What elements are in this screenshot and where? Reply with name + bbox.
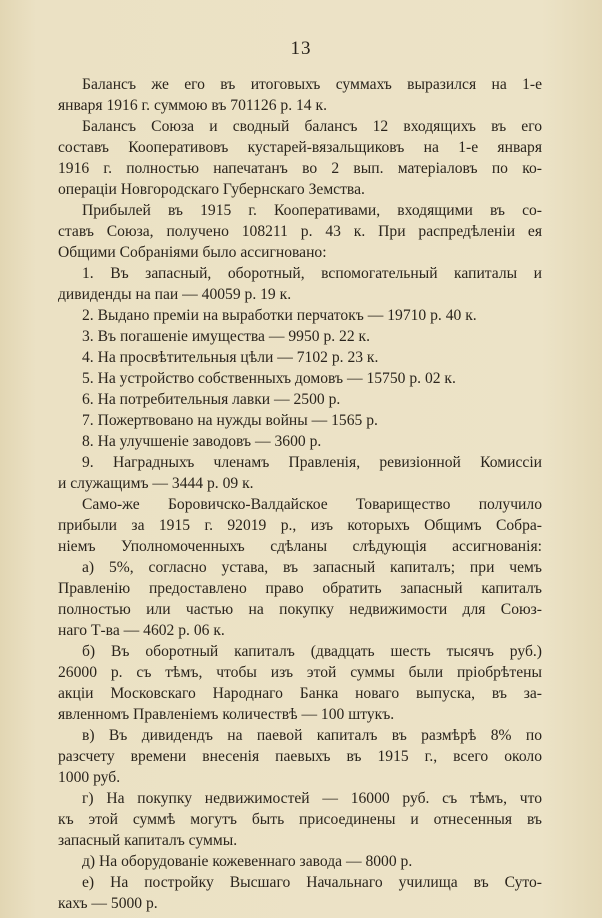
- text-line: е) На постройку Высшаго Начальнаго училища въ Суто-: [82, 874, 542, 891]
- text-line: дивиденды на паи — 40059 р. 19 к.: [58, 286, 292, 303]
- text-line: а) 5%, согласно устава, въ запасный капиталъ; при чемъ: [82, 559, 542, 576]
- text-line: д) На оборудованіе кожевеннаго завода — 8000 р.: [82, 853, 413, 870]
- text-line: Само-же Боровичско-Валдайское Товарищество получило: [82, 496, 542, 513]
- text-line: Балансъ же его въ итоговыхъ суммахъ выразился на 1-е: [82, 76, 542, 93]
- text-line: января 1916 г. суммою въ 701126 р. 14 к.: [58, 97, 327, 114]
- text-line: полностью или частью на покупку недвижимости для Союз-: [58, 601, 542, 618]
- page-body-text: [58, 74, 542, 914]
- text-line: къ этой суммѣ могутъ быть присоединены и отнесенныя въ: [58, 811, 542, 828]
- text-line: 7. Пожертвовано на нужды войны — 1565 р.: [82, 412, 378, 429]
- text-line: 1000 руб.: [58, 769, 121, 786]
- page-number: 13: [290, 38, 312, 59]
- text-line: ставъ Союза, получено 108211 р. 43 к. При распредѣленіи ея: [58, 223, 542, 240]
- text-line: разсчету времени внесенія паевыхъ въ 1915 г., всего около: [58, 748, 542, 765]
- text-line: Балансъ Союза и сводный балансъ 12 входящихъ въ его: [82, 118, 542, 135]
- text-line: в) Въ дивидендъ на паевой капиталъ въ размѣрѣ 8% по: [82, 727, 542, 744]
- text-line: 6. На потребительныя лавки — 2500 р.: [82, 391, 341, 408]
- text-line: 4. На просвѣтительныя цѣли — 7102 р. 23 к.: [82, 349, 379, 366]
- text-line: 9. Наградныхъ членамъ Правленія, ревизіонной Комиссіи: [82, 454, 542, 471]
- text-line: составъ Кооперативовъ кустарей-вязальщиковъ на 1-е января: [58, 139, 542, 156]
- text-line: 3. Въ погашеніе имущества — 9950 р. 22 к.: [82, 328, 371, 345]
- text-line: Прибылей въ 1915 г. Кооперативами, входящими въ со-: [82, 202, 542, 219]
- text-line: операціи Новгородскаго Губернскаго Земства.: [58, 181, 365, 198]
- text-line: 5. На устройство собственныхъ домовъ — 15750 р. 02 к.: [82, 370, 456, 387]
- text-line: и служащимъ — 3444 р. 09 к.: [58, 475, 254, 492]
- text-line: явленномъ Правленіемъ количествѣ — 100 штукъ.: [58, 706, 395, 723]
- text-line: ніемъ Уполномоченныхъ сдѣланы слѣдующія ассигнованія:: [58, 538, 542, 555]
- text-line: 2. Выдано преміи на выработки перчатокъ — 19710 р. 40 к.: [82, 307, 477, 324]
- text-line: акціи Московскаго Народнаго Банка новаго выпуска, въ за-: [58, 685, 542, 702]
- text-line: запасный капиталъ суммы.: [58, 832, 238, 849]
- text-line: б) Въ оборотный капиталъ (двадцать шесть тысячъ руб.): [82, 643, 542, 660]
- text-line: Правленію предоставлено право обратить запасный капиталъ: [58, 580, 542, 597]
- text-line: прибыли за 1915 г. 92019 р., изъ которыхъ Общимъ Собра-: [58, 517, 542, 534]
- text-line: 8. На улучшеніе заводовъ — 3600 р.: [82, 433, 322, 450]
- text-line: г) На покупку недвижимостей — 16000 руб. съ тѣмъ, что: [82, 790, 542, 807]
- text-line: кахъ — 5000 р.: [58, 895, 158, 912]
- text-line: 26000 р. съ тѣмъ, чтобы изъ этой суммы были пріобрѣтены: [58, 664, 542, 681]
- text-line: 1. Въ запасный, оборотный, вспомогательный капиталы и: [82, 265, 542, 282]
- text-line: наго Т-ва — 4602 р. 06 к.: [58, 622, 225, 639]
- text-line: Общими Собраніями было ассигновано:: [58, 244, 327, 261]
- text-line: 1916 г. полностью напечатанъ во 2 вып. матеріаловъ по ко-: [58, 160, 542, 177]
